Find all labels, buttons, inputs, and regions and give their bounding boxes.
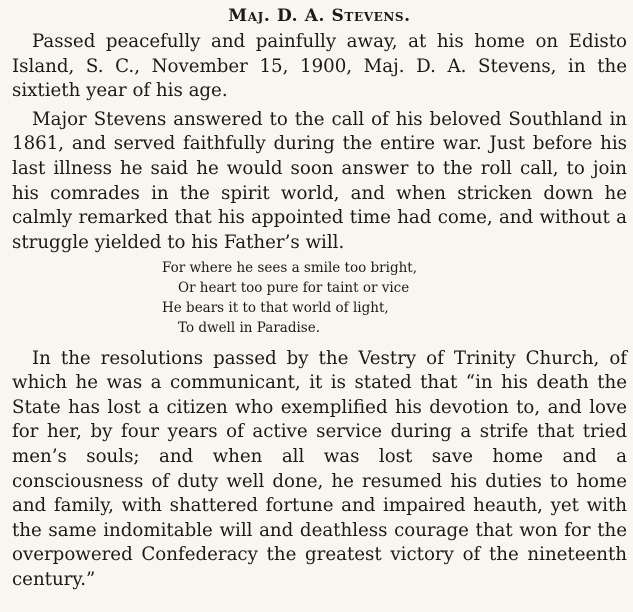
poem-line: To dwell in Paradise.: [178, 319, 320, 336]
paragraph-obituary: Passed peacefully and painfully away, at his home on Edisto Island, S. C., November 15, 1900, Maj. D. A. Stevens, in the sixtieth year of his age.: [12, 31, 627, 102]
poem: [12, 259, 627, 338]
poem-line: Or heart too pure for taint or vice: [178, 280, 410, 297]
paragraph-war-service: Major Stevens answered to the call of his beloved Southland in 1861, and served faithfully during the entire war. Just before his last illness he said he would soon answer to the roll call, to join his comrades in the spirit world, and when stricken down he calmly remarked that his appointed time had come, and without a struggle yielded to his Father’s will.: [12, 108, 627, 253]
article-title: Maj. D. A. Stevens.: [228, 6, 411, 26]
paragraph-resolutions: In the resolutions passed by the Vestry of Trinity Church, of which he was a communicant, it is stated that “in his death the State has lost a citizen who exemplified his devotion to, and love for her, by four years of active service during a strife that tried men’s souls; and when all was lost save home and a consciousness of duty well done, he resumed his duties to home and family, with shattered fortune and impaired heauth, yet with the same indomitable will and deathless courage that won for the overpowered Confederacy the greatest victory of the nineteenth century.”: [12, 347, 627, 590]
poem-line: For where he sees a smile too bright,: [162, 260, 417, 277]
poem-line: He bears it to that world of light,: [162, 299, 389, 316]
